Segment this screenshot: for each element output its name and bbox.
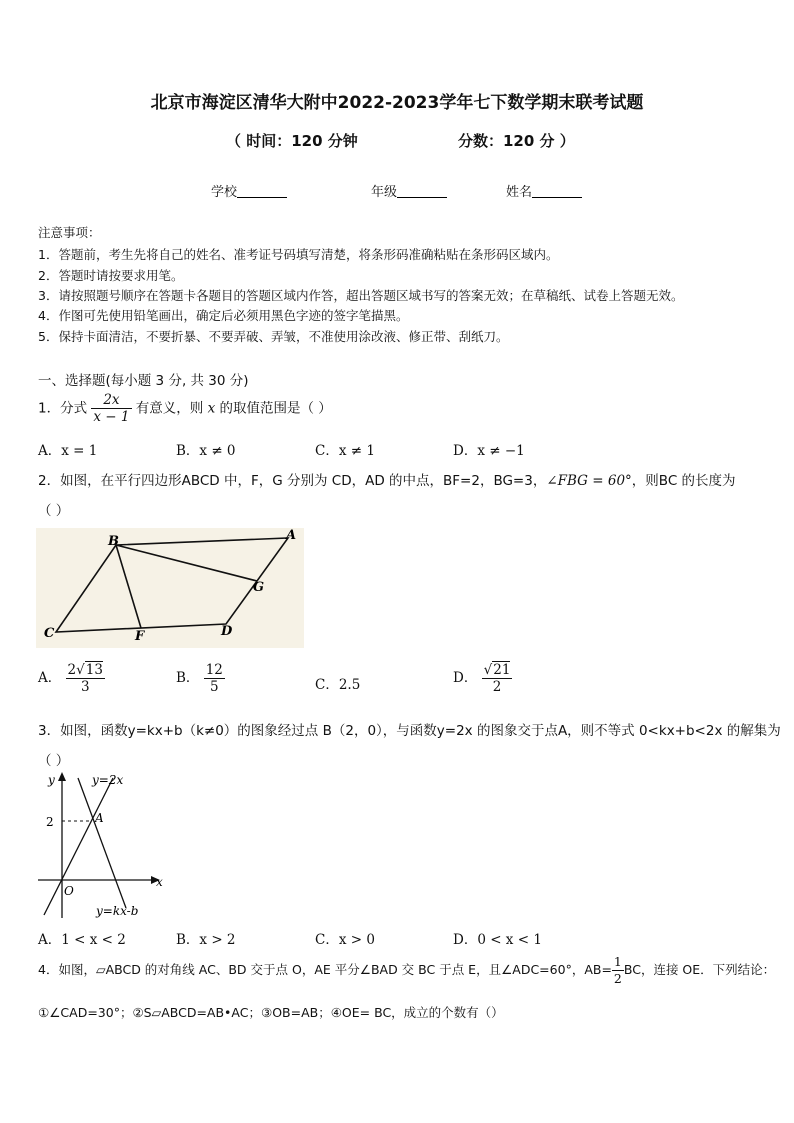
q1-suffix-b: 的取值范围是（ ） (219, 400, 332, 417)
q2-option-a-frac (66, 662, 105, 695)
q3-option-a: A．1 < x < 2 (38, 932, 126, 948)
q2-text-b: ，则BC 的长度为 (631, 473, 736, 489)
q2-option-a-letter: A． (38, 670, 62, 686)
q3-option-c: C．x > 0 (315, 932, 375, 948)
q3-paren: （ ） (38, 753, 70, 769)
q2-option-b-num: 12 (205, 662, 223, 678)
notice-item: 1．答题前，考生先将自己的姓名、准考证号码填写清楚，将条形码准确粘贴在条形码区域内。 (38, 247, 559, 262)
school-blank (237, 185, 287, 198)
label-d: D (221, 624, 233, 639)
q2-option-b-letter: B． (176, 670, 200, 686)
q4-text-a: 4．如图，▱ABCD 的对角线 AC、BD 交于点 O，AE 平分∠BAD 交 BC 于点 E，且∠ADC=60°，AB= (38, 962, 612, 977)
grade-blank (397, 185, 447, 198)
label-b: B (108, 534, 119, 549)
q4-frac-num: 1 (613, 954, 622, 969)
label-y: y (48, 773, 55, 787)
q2-option-b-den: 5 (210, 679, 219, 695)
q3-option-d: D．0 < x < 1 (453, 932, 542, 948)
question-1 (38, 392, 332, 425)
name-field (506, 181, 582, 200)
q2-a-rad: 13 (85, 662, 103, 678)
q2-option-d (453, 662, 512, 695)
q4-statements: ①∠CAD=30°；②S▱ABCD=AB•AC；③OB=AB；④OE= BC，成立的个数有（） (38, 1005, 504, 1020)
grade-field (371, 181, 447, 200)
q4-fraction (612, 954, 624, 987)
q2-text-a: 2．如图，在平行四边形ABCD 中，F，G 分别为 CD，AD 的中点，BF=2，BG=3， (38, 473, 547, 489)
q3-figure (36, 770, 176, 920)
q2-option-a (38, 662, 105, 695)
q2-option-c: C．2.5 (315, 677, 361, 693)
question-2 (38, 469, 736, 489)
q2-option-d-frac (482, 662, 513, 695)
y-axis-arrow (58, 772, 66, 781)
q2-option-a-den: 3 (80, 679, 90, 695)
grade-label: 年级 (371, 185, 398, 200)
time-label: （ 时间：120 分钟 (226, 132, 358, 150)
question-3: 3．如图，函数y=kx+b（k≠0）的图象经过点 B（2，0），与函数y=2x 的图象交于点A，则不等式 0<kx+b<2x 的解集为 (38, 723, 781, 739)
q1-option-c: C．x ≠ 1 (315, 443, 375, 459)
q1-frac-num: 2x (91, 392, 131, 409)
q2-option-a-num: 2√13 (67, 662, 103, 678)
school-field (211, 181, 287, 200)
q2-d-rad: 21 (493, 662, 511, 678)
notice-item: 3．请按照题号顺序在答题卡各题目的答题区域内作答，超出答题区域书写的答案无效；在草稿纸、试卷上答题无效。 (38, 288, 684, 303)
q1-fraction (91, 392, 131, 425)
q2-option-d-letter: D． (453, 670, 478, 686)
notice-item: 4．作图可先使用铅笔画出，确定后必须用黑色字迹的签字笔描黑。 (38, 308, 409, 323)
line-y-kx-b (78, 778, 126, 908)
page-title: 北京市海淀区清华大附中2022-2023学年七下数学期末联考试题 (150, 93, 644, 113)
notice-heading: 注意事项： (38, 225, 101, 240)
q4-text-b: BC，连接 OE．下列结论： (623, 962, 776, 977)
score-label: 分数：120 分 ） (458, 132, 575, 150)
q1-frac-den: x − 1 (93, 409, 130, 425)
q2-option-d-num: √21 (483, 662, 511, 678)
notice-item: 2．答题时请按要求用笔。 (38, 268, 184, 283)
q1-prefix: 1．分式 (38, 400, 88, 417)
q1-option-b: B．x ≠ 0 (176, 443, 236, 459)
label-a: A (95, 811, 104, 825)
label-c: C (44, 626, 55, 641)
name-blank (532, 185, 582, 198)
q1-option-a: A．x = 1 (38, 443, 98, 459)
q1-suffix-a: 有意义，则 (135, 400, 204, 417)
label-line2: y=kx-b (96, 904, 139, 918)
name-label: 姓名 (506, 185, 533, 200)
section-title: 一、选择题(每小题 3 分, 共 30 分) (38, 373, 249, 389)
label-x: x (156, 875, 163, 889)
label-line1: y=2x (92, 773, 124, 787)
q2-option-d-den: 2 (492, 679, 502, 695)
q2-option-b (176, 662, 225, 695)
q2-paren: （ ） (38, 503, 70, 519)
school-label: 学校 (211, 185, 238, 200)
q2-angle: ∠FBG = 60° (546, 473, 632, 489)
q2-figure (36, 528, 304, 648)
label-g: G (253, 580, 265, 595)
label-two: 2 (46, 815, 54, 829)
q1-option-d: D．x ≠ −1 (453, 443, 525, 459)
question-4 (38, 954, 775, 987)
label-o: O (64, 884, 74, 898)
q3-option-b: B．x > 2 (176, 932, 236, 948)
notice-item: 5．保持卡面清洁，不要折暴、不要弄破、弄皱，不准使用涂改液、修正带、刮纸刀。 (38, 329, 509, 344)
q1-var: x (207, 400, 216, 417)
q2-option-b-frac (204, 662, 225, 695)
label-a: A (286, 528, 297, 543)
q4-frac-den: 2 (613, 971, 622, 986)
label-f: F (135, 629, 145, 644)
q2-a-coef: 2 (67, 662, 77, 678)
